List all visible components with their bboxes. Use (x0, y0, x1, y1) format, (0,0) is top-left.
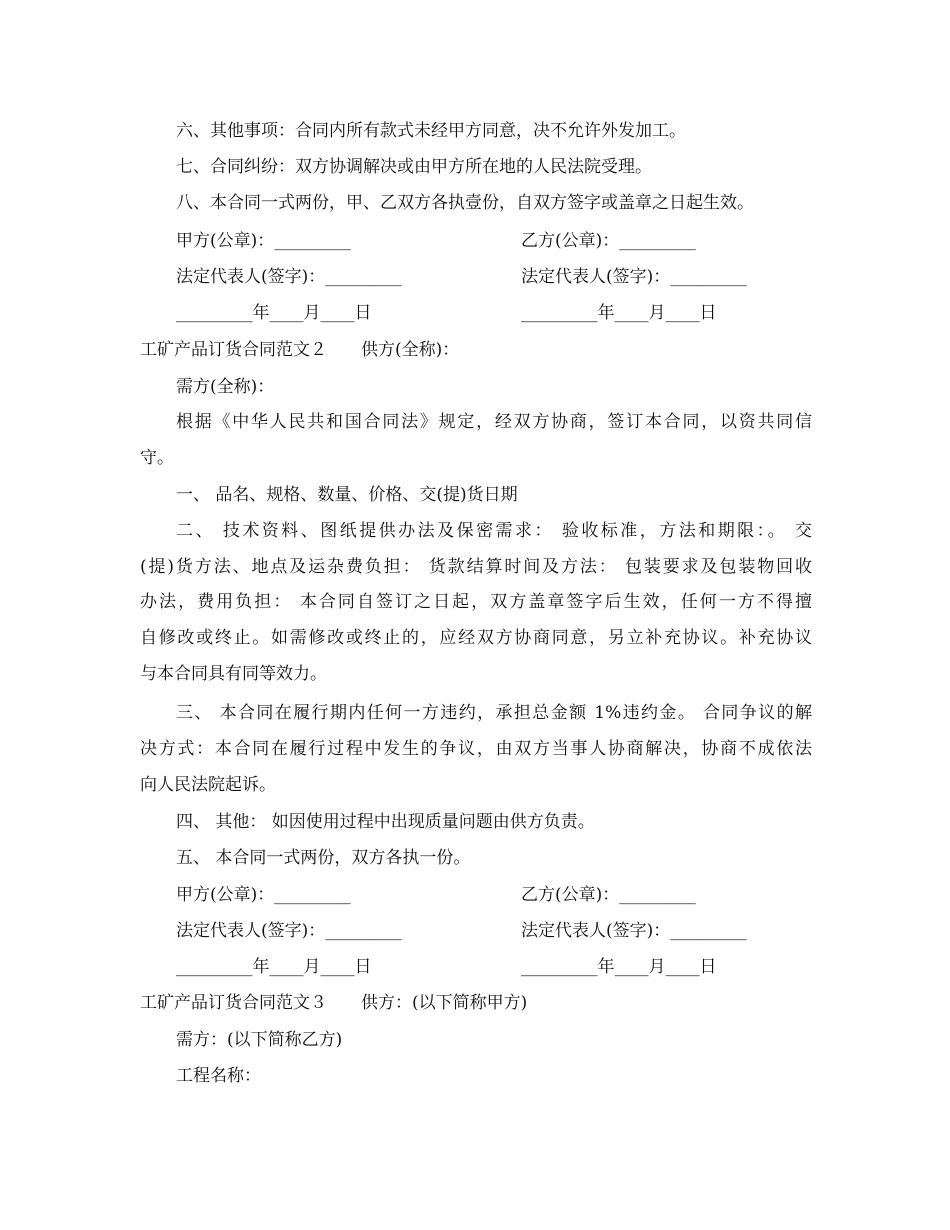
party-a-seal: 甲方(公章)：_________ (176, 231, 351, 251)
item-2-line-4: 自修改或终止。如需修改或终止的，应经双方协商同意，另立补充协议。补充协议 (140, 628, 812, 648)
party-b-date: _________年____月____日 (521, 303, 717, 323)
party-b-representative-2: 法定代表人(签字)：_________ (521, 921, 747, 941)
contract-3-title: 工矿产品订货合同范文３ 供方：(以下简称甲方) (140, 993, 528, 1013)
contract-3-project-name: 工程名称： (176, 1066, 261, 1086)
contract-2-intro-cont: 守。 (140, 448, 174, 468)
party-a-date-2: _________年____月____日 (176, 957, 372, 977)
item-2-line-2: (提)货方法、地点及运杂费负担： 货款结算时间及方法： 包装要求及包装物回收 (140, 557, 812, 577)
item-4-other: 四、 其他： 如因使用过程中出现质量问题由供方负责。 (176, 812, 595, 832)
party-b-seal-2: 乙方(公章)：_________ (521, 885, 696, 905)
item-2-technical-data: 二、 技术资料、图纸提供办法及保密需求： 验收标准，方法和期限：。 交 (176, 521, 812, 541)
item-5-copies: 五、 本合同一式两份，双方各执一份。 (176, 848, 471, 868)
item-2-line-3: 办法，费用负担： 本合同自签订之日起，双方盖章签字后生效，任何一方不得擅 (140, 592, 812, 612)
contract-2-title: 工矿产品订货合同范文２ 供方(全称)： (140, 340, 460, 360)
item-3-line-3: 向人民法院起诉。 (140, 775, 276, 795)
party-a-representative: 法定代表人(签字)：_________ (176, 267, 402, 287)
party-b-seal: 乙方(公章)：_________ (521, 231, 696, 251)
contract-3-buyer: 需方：(以下简称乙方) (176, 1030, 343, 1050)
clause-8-copies: 八、本合同一式两份，甲、乙双方各执壹份，自双方签字或盖章之日起生效。 (176, 193, 754, 213)
party-b-representative: 法定代表人(签字)：_________ (521, 267, 747, 287)
item-3-line-2: 决方式：本合同在履行过程中发生的争议，由双方当事人协商解决，协商不成依法 (140, 739, 812, 759)
party-a-representative-2: 法定代表人(签字)：_________ (176, 921, 402, 941)
clause-6-other-matters: 六、其他事项：合同内所有款式未经甲方同意，决不允许外发加工。 (176, 121, 686, 141)
contract-2-buyer: 需方(全称)： (176, 377, 275, 397)
contract-2-intro: 根据《中华人民共和国合同法》规定，经双方协商，签订本合同，以资共同信 (176, 412, 812, 432)
party-a-date: _________年____月____日 (176, 303, 372, 323)
item-1-product-details: 一、 品名、规格、数量、价格、交(提)货日期 (176, 485, 518, 505)
clause-7-disputes: 七、合同纠纷：双方协调解决或由甲方所在地的人民法院受理。 (176, 157, 652, 177)
item-3-breach: 三、 本合同在履行期内任何一方违约，承担总金额 1%违约金。 合同争议的解 (176, 703, 812, 723)
party-b-date-2: _________年____月____日 (521, 957, 717, 977)
item-2-line-5: 与本合同具有同等效力。 (140, 664, 327, 684)
party-a-seal-2: 甲方(公章)：_________ (176, 885, 351, 905)
